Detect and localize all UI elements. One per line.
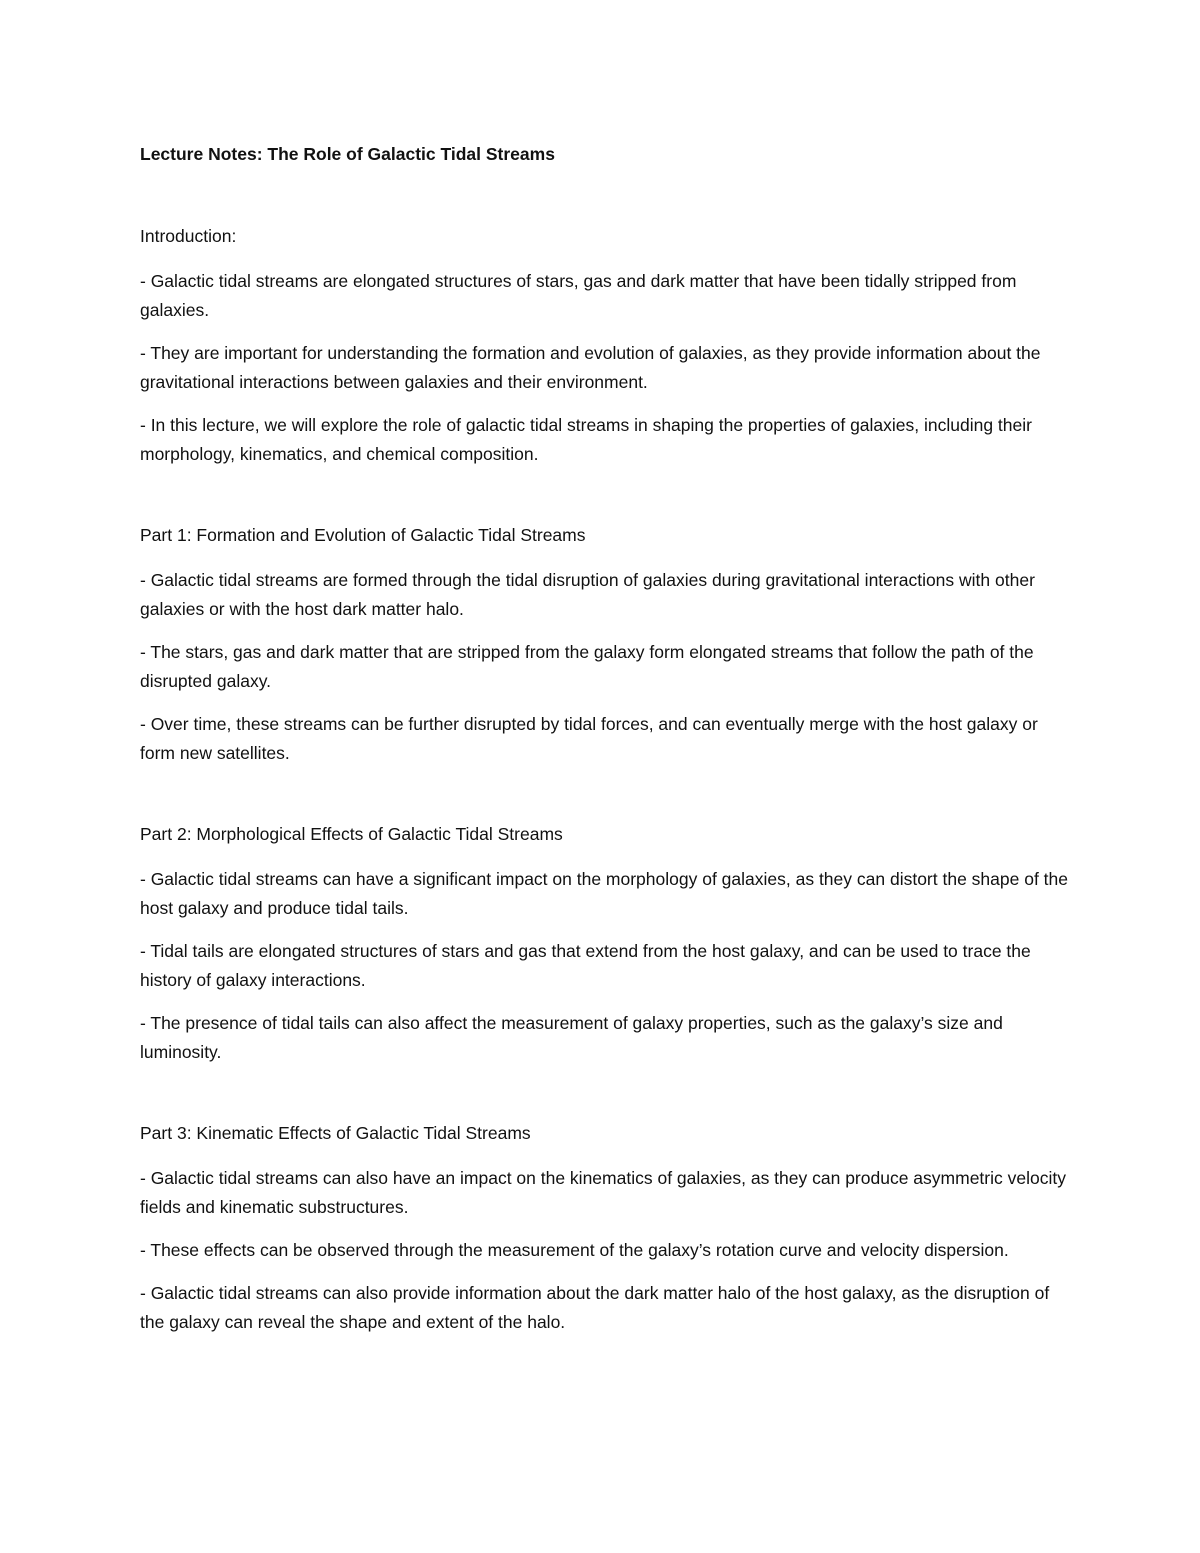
section-heading: Part 1: Formation and Evolution of Galactic Tidal Streams [140,525,586,545]
bullet-paragraph: - The stars, gas and dark matter that are stripped from the galaxy form elongated streams that follow the path of the disrupted galaxy. [140,642,1034,691]
section-heading: Introduction: [140,226,237,246]
section-heading: Part 3: Kinematic Effects of Galactic Tidal Streams [140,1123,531,1143]
bullet-paragraph: - Galactic tidal streams can also have an impact on the kinematics of galaxies, as they can produce asymmetric velocity fields and kinematic substructures. [140,1168,1066,1217]
section-part-2 [140,820,1070,1067]
bullet-paragraph: - Galactic tidal streams can have a significant impact on the morphology of galaxies, as they can distort the shape of the host galaxy and produce tidal tails. [140,869,1068,918]
bullet-paragraph: - In this lecture, we will explore the role of galactic tidal streams in shaping the properties of galaxies, including their morphology, kinematics, and chemical composition. [140,415,1032,464]
bullet-paragraph: - They are important for understanding the formation and evolution of galaxies, as they provide information about the gravitational interactions between galaxies and their environment. [140,343,1041,392]
document-page [140,140,1070,1389]
bullet-paragraph: - Galactic tidal streams can also provide information about the dark matter halo of the host galaxy, as the disruption of the galaxy can reveal the shape and extent of the halo. [140,1283,1050,1332]
section-part-1 [140,521,1070,768]
bullet-paragraph: - These effects can be observed through the measurement of the galaxy’s rotation curve and velocity dispersion. [140,1240,1009,1260]
bullet-paragraph: - Galactic tidal streams are elongated structures of stars, gas and dark matter that have been tidally stripped from galaxies. [140,271,1017,320]
bullet-paragraph: - Over time, these streams can be further disrupted by tidal forces, and can eventually merge with the host galaxy or form new satellites. [140,714,1038,763]
bullet-paragraph: - Tidal tails are elongated structures of stars and gas that extend from the host galaxy, and can be used to trace the history of galaxy interactions. [140,941,1031,990]
section-introduction [140,222,1070,469]
document-title: Lecture Notes: The Role of Galactic Tidal Streams [140,144,555,164]
section-heading: Part 2: Morphological Effects of Galactic Tidal Streams [140,824,563,844]
bullet-paragraph: - Galactic tidal streams are formed through the tidal disruption of galaxies during gravitational interactions with other galaxies or with the host dark matter halo. [140,570,1035,619]
section-part-3 [140,1119,1070,1337]
bullet-paragraph: - The presence of tidal tails can also affect the measurement of galaxy properties, such as the galaxy’s size and luminosity. [140,1013,1003,1062]
